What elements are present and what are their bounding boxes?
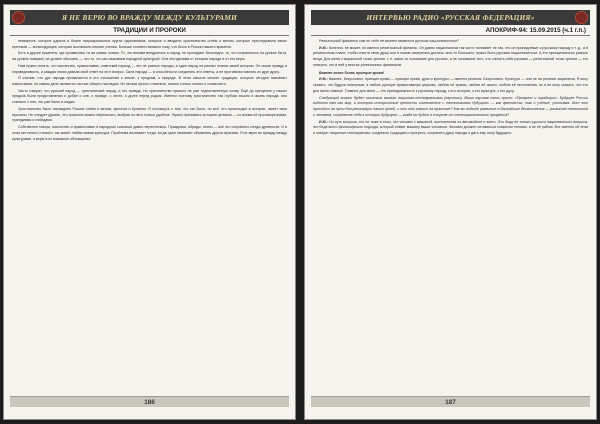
running-title: Я НЕ ВЕРЮ ВО ВРАЖДУ МЕЖДУ КУЛЬТУРАМИ [61, 13, 238, 22]
left-page [3, 4, 296, 420]
section-title: ТРАДИЦИИ И ПРОРОКИ [10, 27, 289, 36]
page-footer [311, 396, 590, 407]
paragraph: невежеств, которое царила в более патриархальных кругах церковников, которые и вводили христианство огнём и мечом, которые преследовали своих еретиков — вольнодумцев, которые исключили многие учения. Больше соответствовало тому, что было в России нашего времени. [12, 39, 287, 49]
question: Следующий вопрос будет касаться вашего национал-технократизма (научного). Ваша научная очень прост: «Прогресс и традиции». Будущее России видится нам как мир, в котором исторические ценности сочетаются с технологиями будущего — как фантасты, так и учёные, учитывая. Вот это проходит на пути для реализации наших целей, и что это значит на практике? Как вы видите развитие в ближайшие десятилетия — развитие технологий и человека, сохранение себя в истории будущего — когда он будет в стороне от технократического прогресса? [313, 95, 588, 117]
page-number: 186 [144, 398, 155, 406]
paragraph: Христианство было насаждено России огнём и мечом, крестом и булатом. Я соглашусь с тем, что так было, но всё, что происходит в истории, имеет свои причины. Не следует думать, что прошлое можно переписать, выбрав из него только удобное. Нужно принимать историю целиком — со всеми её противоречиями, трагедиями и победами. [12, 106, 287, 123]
answer: И.М.: Конечно, не может, он именно религиозный фанатик. Он давно национализм так чисто понимает не так, что он принадлежит к русскому народу и т. д., а в религиозном плане, чтобы спасти свою душу или в новом измерении достичь чего-то большего, нужно быть русским националистом. А это принципиально разные вещи. Для меня с моральной точки зрения: т. е. какое-то основание для русских, а не основание того, что считать себя русским — религиозной точки зрения — это неверно, что в ней у многих религиозных фанатиков. [313, 45, 588, 67]
page-number: 187 [445, 398, 456, 406]
body-text [313, 39, 588, 389]
running-title: ИНТЕРВЬЮ РАДИО «РУССКАЯ ФЕДЕРАЦИЯ» [366, 13, 535, 22]
paragraph: Собственно говоря, язычество и православие в народном сознании давно переплелись. Праздники, обряды, песни — всё это сохранило следы древности. И в этом нет ничего плохого: так живёт любая живая культура. Проблема возникает тогда, когда одни начинают объявлять других врагами. Я не верю во вражду между культурами, я верю в их взаимное обогащение. [12, 124, 287, 141]
running-header [10, 10, 289, 25]
question-heading: Важнее всего быть принцип кровя! [319, 70, 385, 75]
paragraph: Нам нужно понять, что язычество, православие, советский период — это не разные народы, а один народ на разных этапах своей истории. Он искал правду и справедливость, и каждая эпоха давала свой ответ на этот вопрос. Сила народа — в способности соединять эти ответы, а не противопоставлять их друг другу. [12, 63, 287, 74]
answer: И.М.: Но суть вопроса, это не тоже в этом, что человек с машиной, вытесненная из автомобиля и всего. Это беда не только русского национального вопроса, это беда всего философского подхода, который ставит машину выше человека. Человек должен оставаться хозяином техники, а не её рабом. Вот именно об этом и говорит национал-технократизм: соединить традицию и прогресс, сохранить душу народа и дать ему силу будущего. [313, 119, 588, 136]
answer: И.М.: Важнее, безусловно, принцип крови — принцип крови, духа и культуры — именно религия. Безусловно. Культура — она не на религии зациклена. Я могу сказать, что будучи неверным, я люблю русскую православную церковь, люблю её храмы, люблю её иконы, люблю её песнопения, но я не могу сказать, что это для меня главное. Главное для меня — это принадлежность к русскому народу, к его истории, к его культуре, к его духу. [313, 77, 588, 93]
paragraph: Есть и другие моменты, где проявилась та же самая логика. То, что веками внедрялось в народ, не пропадает бесследно: то, что сохранилось на уровне быта, на уровне поверий, на уровне обычаев, — это то, что мы называем народной культурой. Она неотделима от истории народа и от его веры. [12, 51, 287, 62]
paragraph: Часто говорят, что русский народ — христианский народ, и это правда. Но христианство пришло на уже подготовленную почву. Ещё до крещения у наших предков были представления о добре и зле, о правде, о чести, о долге перед родом. Именно поэтому христианство так глубоко вошло в жизнь народа: оно совпало с тем, что уже было в людях. [12, 88, 287, 105]
emblem-icon [575, 11, 588, 24]
emblem-icon [12, 11, 25, 24]
section-title: АПОКРИФ-94: 15.09.2015 (ч.1 г.п.) [311, 27, 590, 36]
question: Религиозный фанатик сам по себе не может являться русским националистом? [319, 39, 459, 43]
right-page [304, 4, 597, 420]
paragraph: Я считаю, что дух народа проявляется в его отношении к земле, к предкам, к природе. В этом смысле многие традиции, которые сегодня называют языческими, на самом деле являются частью общего наследия. Их нельзя просто отменить, можно только понять и осмыслить. [12, 76, 287, 86]
running-header [311, 10, 590, 25]
page-footer [10, 396, 289, 407]
body-text [12, 39, 287, 389]
